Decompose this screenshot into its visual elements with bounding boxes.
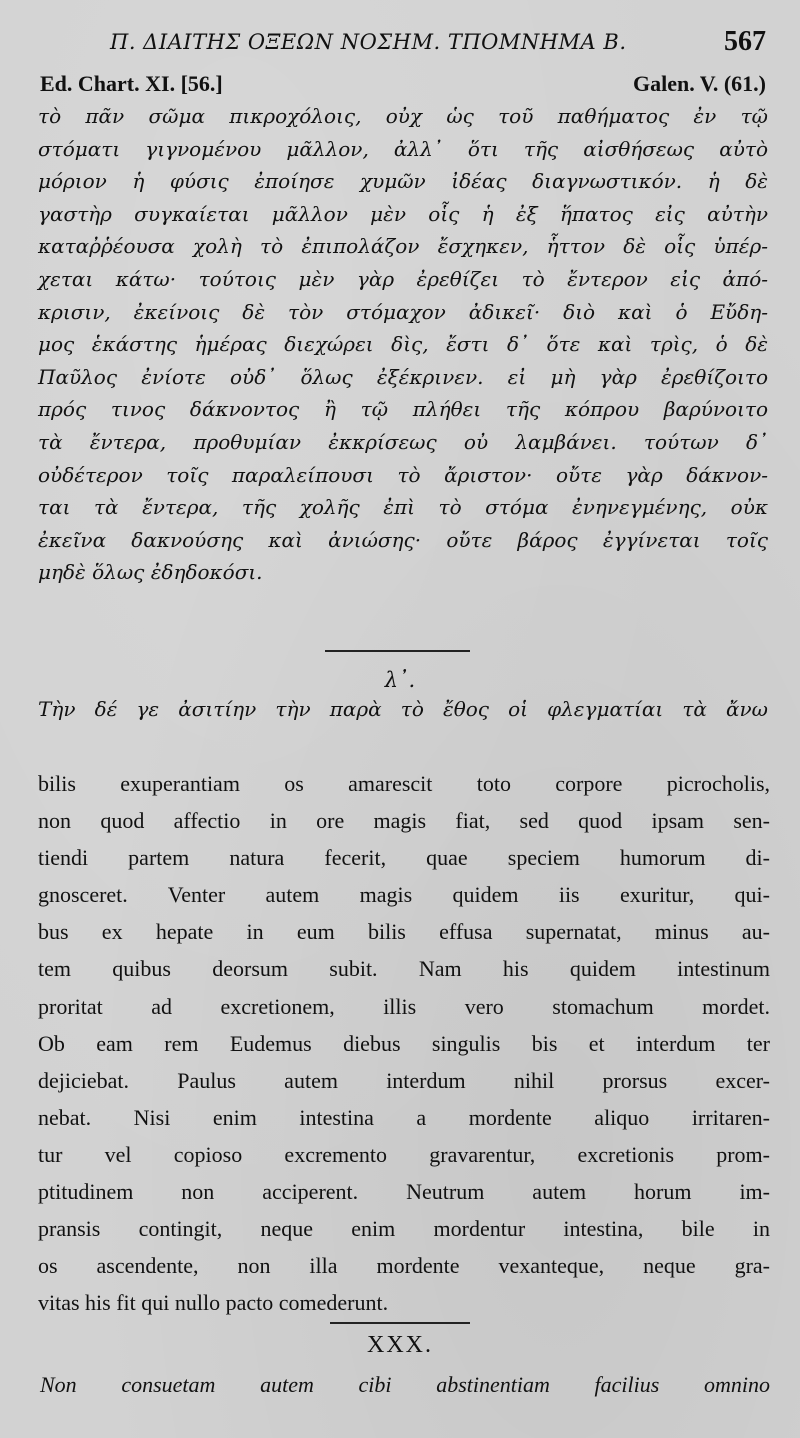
latin-section-number: XXX.	[367, 1332, 433, 1358]
greek-line: τὸ πᾶν σῶμα πικροχόλοις, οὐχ ὡς τοῦ παθήματος ἐν τῷ	[38, 104, 768, 128]
latin-line: pransis contingit, neque enim mordentur intestina, bile in	[38, 1216, 770, 1242]
latin-line: ptitudinem non acciperent. Neutrum autem horum im-	[38, 1179, 770, 1205]
greek-line: καταῤῥέουσα χολὴ τὸ ἐπιπολάζον ἔσχηκεν, ἧττον δὲ οἷς ὑπέρ-	[38, 234, 768, 259]
latin-line: proritat ad excretionem, illis vero stomachum mordet.	[38, 993, 770, 1019]
greek-lemma: Τὴν δέ γε ἀσιτίην τὴν παρὰ τὸ ἔθος οἱ φλεγματίαι τὰ ἄνω	[38, 697, 768, 721]
latin-lemma: Non consuetam autem cibi abstinentiam facilius omnino	[40, 1372, 770, 1397]
section-divider-rule	[325, 650, 470, 652]
greek-line: πρός τινος δάκνοντος ἢ τῷ πλήθει τῆς κόπρου βαρύνοιτο	[38, 397, 768, 422]
latin-line: nebat. Nisi enim intestina a mordente aliquo irritaren-	[38, 1104, 770, 1130]
greek-line: Παῦλος ἐνίοτε οὐδ᾽ ὅλως ἐξέκρινεν. εἰ μὴ γὰρ ἐρεθίζοιτο	[38, 364, 768, 389]
latin-line: vitas his fit qui nullo pacto comederunt.	[38, 1290, 389, 1316]
greek-line: κρισιν, ἐκείνοις δὲ τὸν στόμαχον ἀδικεῖ· διὸ καὶ ὁ Εὔδη-	[38, 299, 768, 324]
greek-line: γαστὴρ συγκαίεται μᾶλλον μὲν οἷς ἡ ἐξ ἥπατος εἰς αὐτὴν	[38, 201, 768, 226]
latin-line: tur vel copioso excremento gravarentur, excretionis prom-	[38, 1141, 770, 1167]
latin-line: os ascendente, non illa mordente vexanteque, neque gra-	[38, 1253, 770, 1279]
greek-line: μηδὲ ὅλως ἐδηδοκόσι.	[38, 560, 263, 585]
latin-line: bilis exuperantiam os amarescit toto corpore picrocholis,	[38, 771, 770, 796]
page-number: 567	[724, 26, 766, 57]
greek-section-number: λ᾽.	[384, 668, 416, 692]
greek-line: μόριον ἡ φύσις ἐποίησε χυμῶν ἰδέας διαγνωστικόν. ἡ δὲ	[38, 169, 768, 194]
latin-line: bus ex hepate in eum bilis effusa supernatat, minus au-	[38, 919, 770, 945]
edition-reference-chartier: Ed. Chart. XI. [56.]	[40, 71, 223, 96]
greek-commentary-text	[38, 100, 768, 589]
greek-line: ται τὰ ἔντερα, τῆς χολῆς ἐπὶ τὸ στόμα ἐνηνεγμένης, οὐκ	[38, 495, 768, 520]
running-head: Π. ΔΙΑΙΤΗΣ ΟΞΕΩΝ ΝΟΣΗΜ. ΤΠΟΜΝΗΜΑ Β.	[110, 30, 627, 54]
greek-line: μος ἑκάστης ἡμέρας διεχώρει δὶς, ἔστι δ᾽ ὅτε καὶ τρὶς, ὁ δὲ	[38, 332, 768, 357]
edition-reference-galen: Galen. V. (61.)	[632, 71, 766, 96]
latin-line: Ob eam rem Eudemus diebus singulis bis et interdum ter	[38, 1030, 770, 1056]
section-divider-rule	[330, 1322, 470, 1324]
latin-line: dejiciebat. Paulus autem interdum nihil prorsus excer-	[38, 1067, 770, 1093]
greek-line: ἐκεῖνα δακνούσης καὶ ἀνιώσης· οὔτε βάρος ἐγγίνεται τοῖς	[38, 527, 768, 552]
latin-line: tem quibus deorsum subit. Nam his quidem intestinum	[38, 956, 770, 982]
latin-translation-text	[38, 765, 770, 1321]
greek-line: χεται κάτω· τούτοις μὲν γὰρ ἐρεθίζει τὸ ἔντερον εἰς ἀπό-	[38, 266, 768, 291]
greek-line: οὐδέτερον τοῖς παραλείπουσι τὸ ἄριστον· οὔτε γὰρ δάκνον-	[38, 462, 768, 487]
latin-line: gnosceret. Venter autem magis quidem iis exuritur, qui-	[38, 882, 770, 908]
greek-line: τὰ ἔντερα, προθυμίαν ἐκκρίσεως οὐ λαμβάνει. τούτων δ᾽	[38, 429, 768, 454]
greek-line: στόματι γιγνομένου μᾶλλον, ἀλλ᾽ ὅτι τῆς αἰσθήσεως αὐτὸ	[38, 136, 768, 161]
latin-line: tiendi partem natura fecerit, quae speciem humorum di-	[38, 845, 770, 871]
latin-line: non quod affectio in ore magis fiat, sed quod ipsam sen-	[38, 808, 770, 834]
